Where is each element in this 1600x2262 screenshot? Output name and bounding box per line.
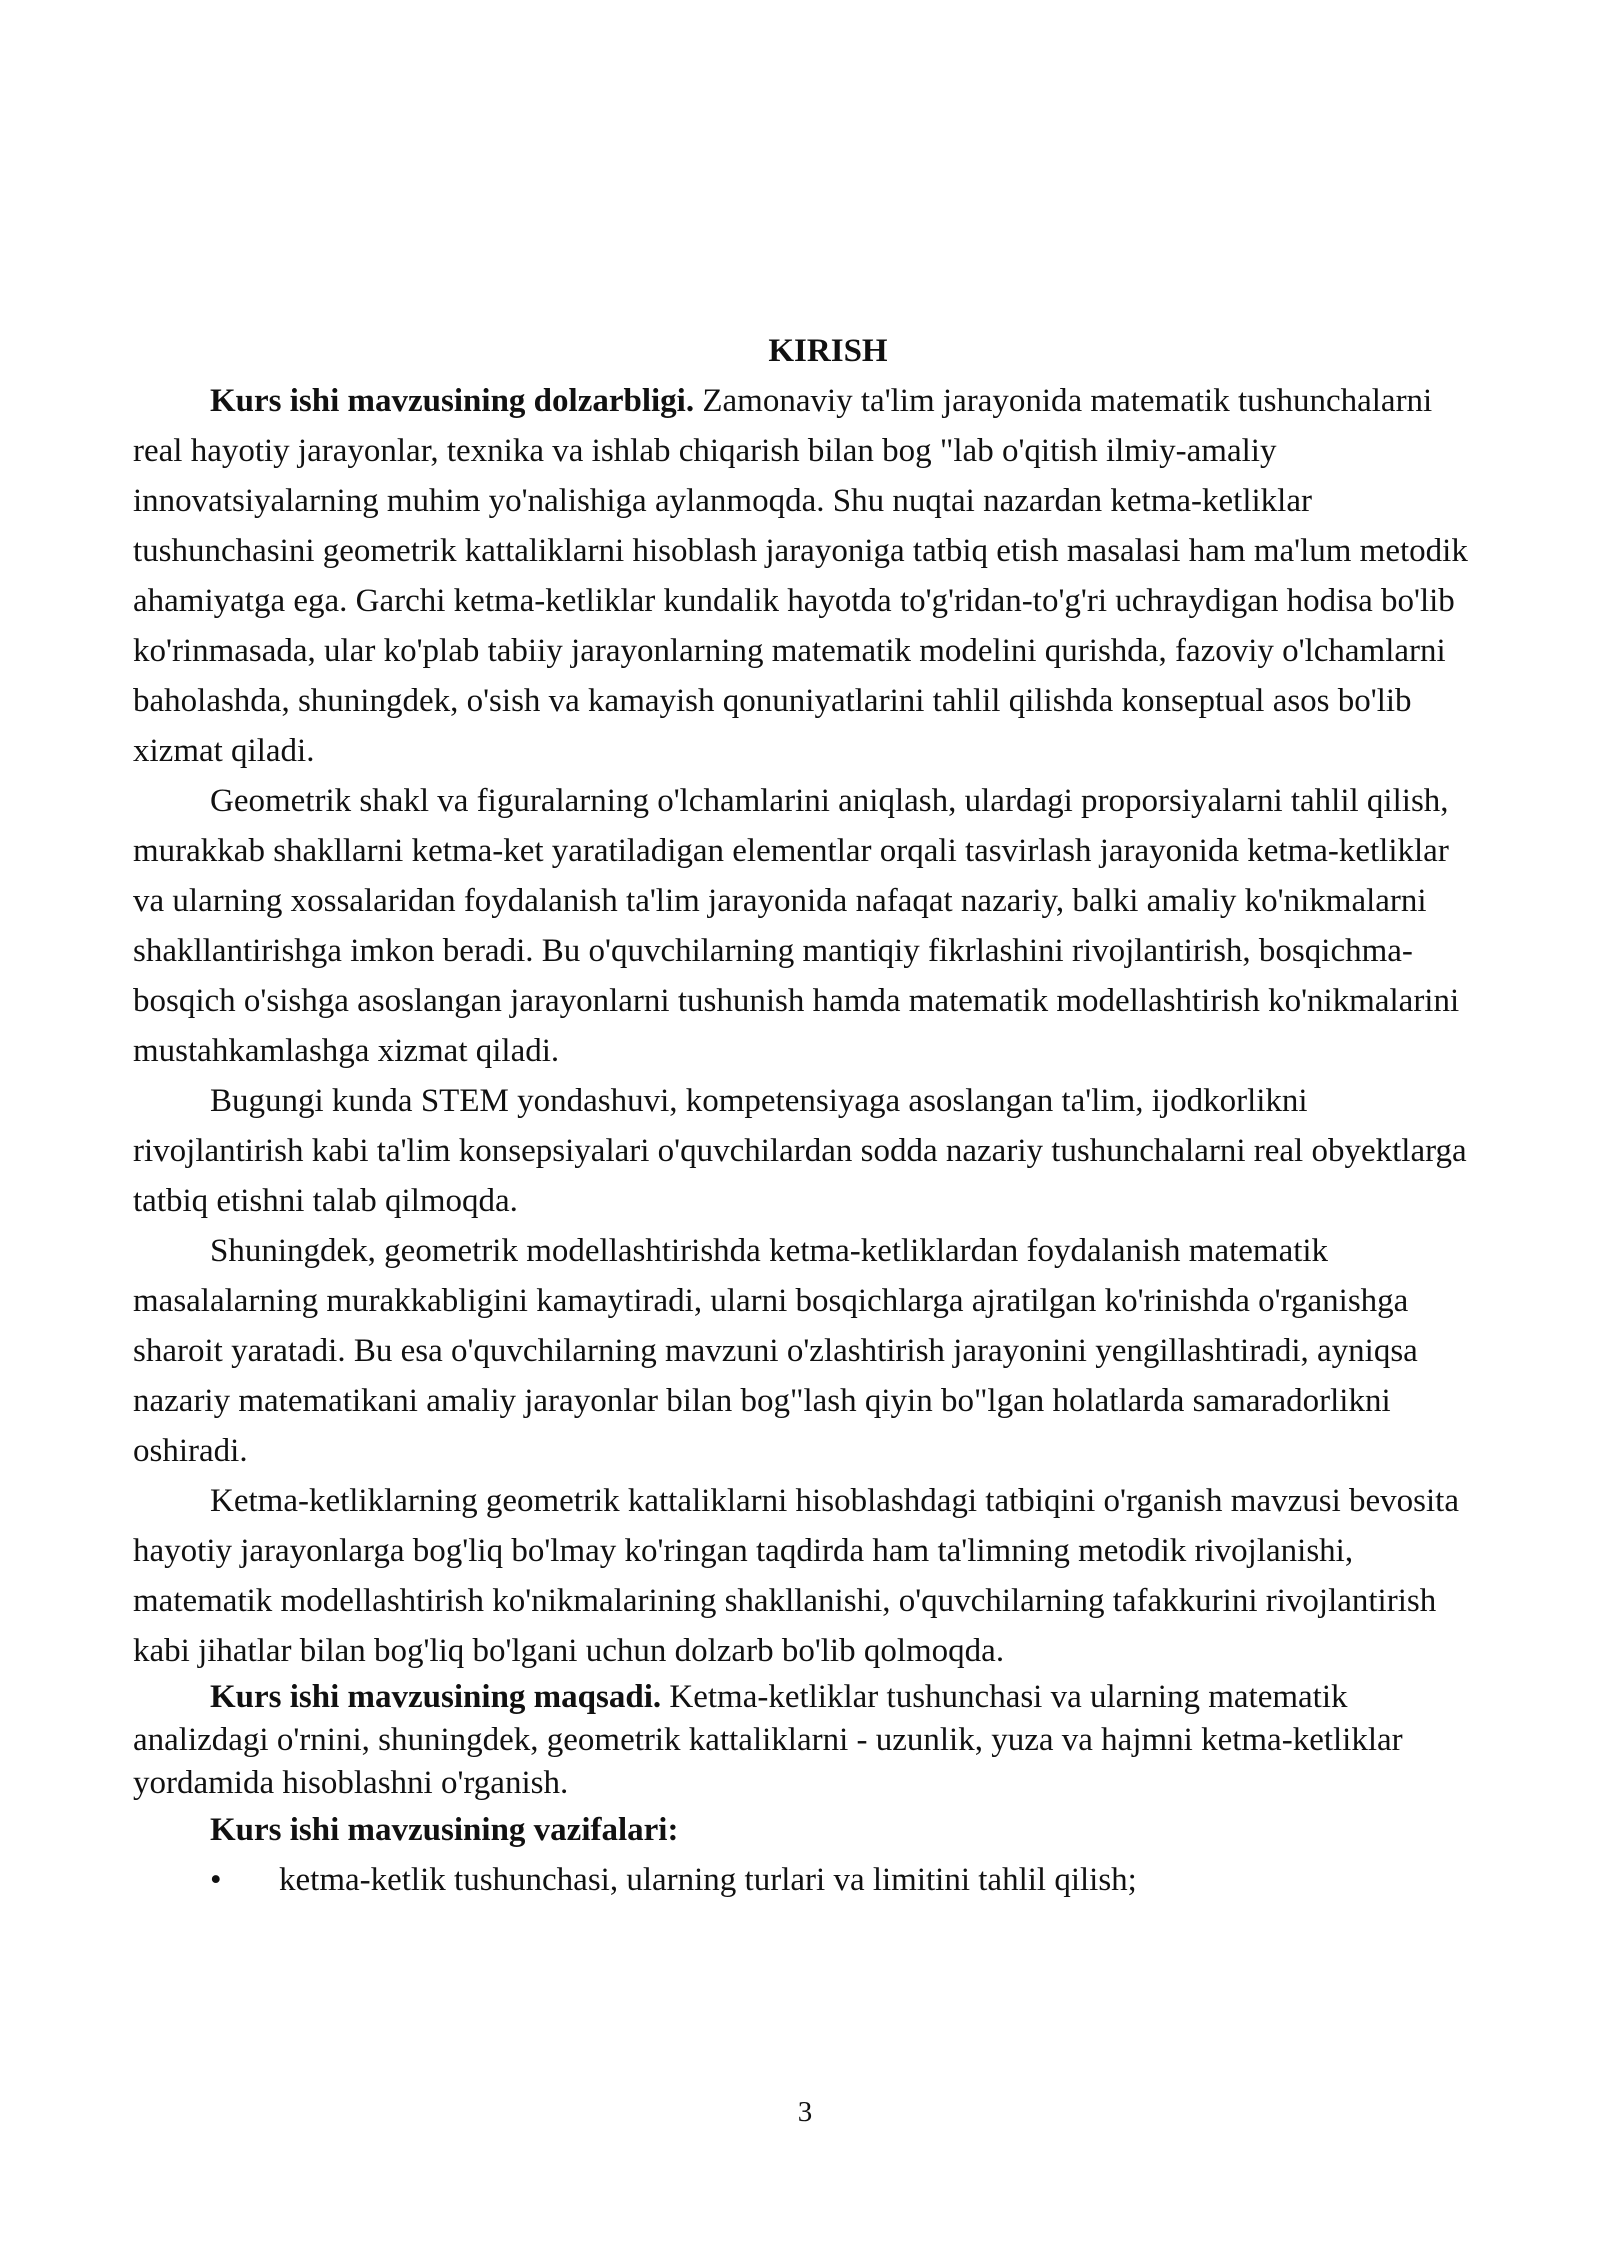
tasks-heading: Kurs ishi mavzusining vazifalari: — [210, 1812, 679, 1848]
list-item — [133, 1855, 1483, 1905]
paragraph — [133, 776, 1483, 1076]
paragraph-text: Zamonaviy ta'lim jarayonida matematik tushunchalarni real hayotiy jarayonlar, texnika va ishlab chiqarish bilan bog "lab o'qitish ilmiy-amaliy innovatsiyalarning muhim yo'nalishiga aylanmoqda. Shu nuqtai nazardan ketma-ketliklar tushunchasini geometrik kattaliklarni hisoblash jarayoniga tatbiq etish masalasi ham ma'lum metodik ahamiyatga ega. Garchi ketma-ketliklar kundalik hayotda to'g'ridan-to'g'ri uchraydigan hodisa bo'lib ko'rinmasada, ular ko'plab tabiiy jarayonlarning matematik modelini qurishda, fazoviy o'lchamlarni baholashda, shuningdek, o'sish va kamayish qonuniyatlarini tahlil qilishda konseptual asos bo'lib xizmat qiladi. — [133, 383, 1468, 769]
page-body — [133, 326, 1483, 1905]
list-item-text: ketma-ketlik tushunchasi, ularning turlari va limitini tahlil qilish; — [279, 1862, 1137, 1898]
paragraph-text: Ketma-ketliklarning geometrik kattaliklarni hisoblashdagi tatbiqini o'rganish mavzusi bevosita hayotiy jarayonlarga bog'liq bo'lmay ko'ringan taqdirda ham ta'limning metodik rivojlanishi, matematik modellashtirish ko'nikmalarining shakllanishi, o'quvchilarning tafakkurini rivojlantirish kabi jihatlar bilan bog'liq bo'lgani uchun dolzarb bo'lib qolmoqda. — [133, 1483, 1459, 1669]
paragraph — [133, 1476, 1483, 1676]
paragraph — [133, 1226, 1483, 1476]
paragraph — [133, 1076, 1483, 1226]
paragraph-text: Bugungi kunda STEM yondashuvi, kompetensiyaga asoslangan ta'lim, ijodkorlikni rivojlantirish kabi ta'lim konsepsiyalari o'quvchilardan sodda nazariy tushunchalarni real obyektlarga tatbiq etishni talab qilmoqda. — [133, 1083, 1467, 1219]
paragraph-lead: Kurs ishi mavzusining dolzarbligi. — [210, 383, 695, 419]
bullet-icon: • — [210, 1862, 222, 1898]
section-heading: KIRISH — [768, 333, 888, 369]
paragraph-relevance — [133, 376, 1483, 776]
page-number: 3 — [797, 2096, 813, 2128]
paragraph-text: Ketma-ketliklar tushunchasi va ularning matematik analizdagi o'rnini, shuningdek, geometrik kattaliklarni - uzunlik, yuza va hajmni ketma-ketliklar yordamida hisoblashni o'rganish. — [133, 1679, 1403, 1801]
paragraph-text: Shuningdek, geometrik modellashtirishda ketma-ketliklardan foydalanish matematik masalalarning murakkabligini kamaytiradi, ularni bosqichlarga ajratilgan ko'rinishda o'rganishga sharoit yaratadi. Bu esa o'quvchilarning mavzuni o'zlashtirish jarayonini yengillashtiradi, ayniqsa nazariy matematikani amaliy jarayonlar bilan bog"lash qiyin bo"lgan holatlarda samaradorlikni oshiradi. — [133, 1233, 1418, 1469]
paragraph-lead: Kurs ishi mavzusining maqsadi. — [210, 1679, 662, 1715]
paragraph-text: Geometrik shakl va figuralarning o'lchamlarini aniqlash, ulardagi proporsiyalarni tahlil qilish, murakkab shakllarni ketma-ket yaratiladigan elementlar orqali tasvirlash jarayonida ketma-ketliklar va ularning xossalaridan foydalanish ta'lim jarayonida nafaqat nazariy, balki amaliy ko'nikmalarni shakllantirishga imkon beradi. Bu o'quvchilarning mantiqiy fikrlashini rivojlantirish, bosqichma-bosqich o'sishga asoslangan jarayonlarni tushunish hamda matematik modellashtirish ko'nikmalarini mustahkamlashga xizmat qiladi. — [133, 783, 1460, 1069]
tasks-list — [133, 1855, 1483, 1905]
paragraph-goal — [133, 1676, 1483, 1805]
